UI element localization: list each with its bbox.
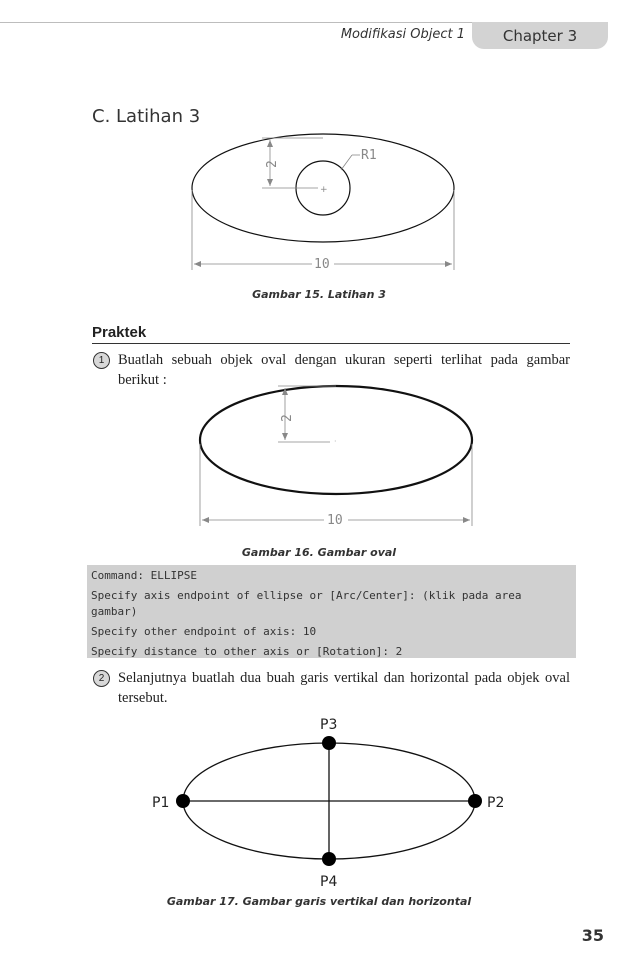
step-2-badge: 2 [93,670,110,687]
command-line: Command: ELLIPSE [91,569,197,582]
figure-16-caption: Gambar 16. Gambar oval [241,546,397,559]
praktek-heading: Praktek [92,324,570,344]
figure-15-drawing [0,128,638,278]
label-p3: P3 [320,717,338,733]
point-p4 [322,852,336,866]
center-mark: + [320,185,328,195]
step-1-text: Buatlah sebuah objek oval dengan ukuran seperti terlihat pada gambar berikut : [118,352,570,388]
page-number: 35 [581,926,604,945]
step-1-badge: 1 [93,352,110,369]
dim-horizontal-label: 10 [314,257,330,272]
dim-vertical-label: 2 [265,160,280,168]
section-title: C. Latihan 3 [92,106,201,127]
command-box [87,565,576,658]
step-2-text: Selanjutnya buatlah dua buah garis vertikal dan horizontal pada objek oval tersebut. [118,670,570,706]
running-title: Modifikasi Object 1 [340,27,465,42]
figure-17-drawing [0,712,638,892]
figure-15-caption: Gambar 15. Latihan 3 [252,288,386,301]
dim-radius-label: R1 [361,148,377,163]
label-p1: P1 [152,795,170,811]
chapter-tab: Chapter 3 [472,22,608,49]
command-line: Specify axis endpoint of ellipse or [Arc/Center]: (klik pada area gambar) [91,589,522,618]
figure-17-caption: Gambar 17. Gambar garis vertikal dan horizontal [166,895,472,908]
figure-16-drawing [0,380,638,530]
command-line: Specify distance to other axis or [Rotation]: 2 [91,645,403,658]
point-p3 [322,736,336,750]
dim-vertical-label: 2 [280,414,295,422]
label-p2: P2 [487,795,505,811]
command-line: Specify other endpoint of axis: 10 [91,625,317,638]
dim-horizontal-label: 10 [327,513,343,528]
label-p4: P4 [320,874,338,890]
header-rule [0,22,490,23]
point-p1 [176,794,190,808]
center-mark: · [334,437,337,446]
point-p2 [468,794,482,808]
